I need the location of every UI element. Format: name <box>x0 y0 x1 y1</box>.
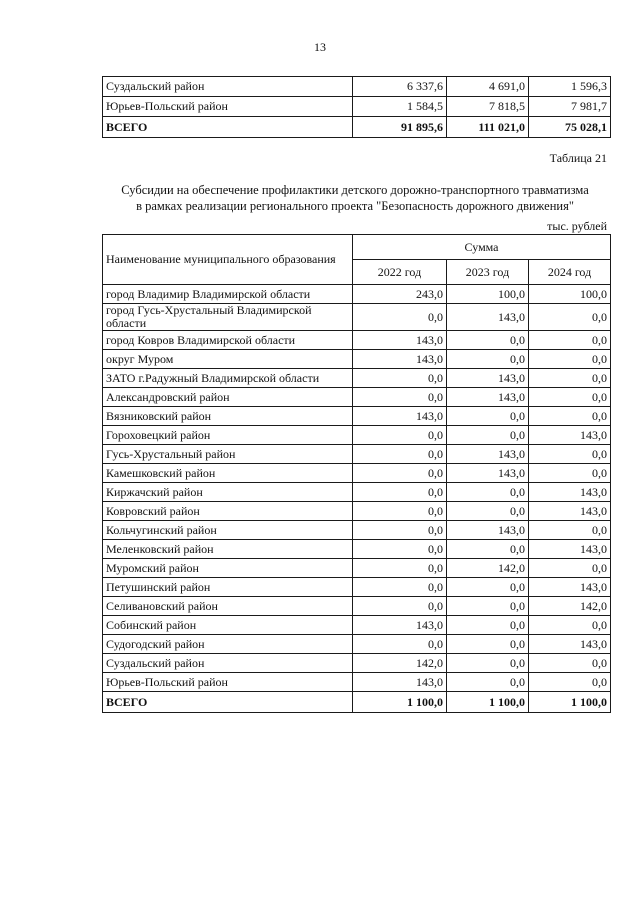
value-2023-cell: 0,0 <box>447 331 529 350</box>
table-row <box>103 77 611 97</box>
value-2024-cell: 143,0 <box>529 578 611 597</box>
subsidy-table <box>102 234 611 713</box>
table-row <box>103 654 611 673</box>
table-row <box>103 350 611 369</box>
value-2022-cell: 1 584,5 <box>353 97 447 117</box>
table-row <box>103 616 611 635</box>
value-2022-cell: 143,0 <box>353 331 447 350</box>
value-2023-cell: 0,0 <box>447 426 529 445</box>
value-2023-cell: 0,0 <box>447 540 529 559</box>
municipality-name-cell: ВСЕГО <box>103 692 353 713</box>
value-2022-cell: 0,0 <box>353 502 447 521</box>
municipality-name-cell: Муромский район <box>103 559 353 578</box>
table-row <box>103 426 611 445</box>
municipality-name-cell: Гороховецкий район <box>103 426 353 445</box>
municipality-name-cell: Суздальский район <box>103 654 353 673</box>
value-2022-cell: 143,0 <box>353 350 447 369</box>
value-2023-cell: 0,0 <box>447 407 529 426</box>
value-2024-cell: 1 100,0 <box>529 692 611 713</box>
value-2022-cell: 0,0 <box>353 483 447 502</box>
municipality-name-cell: город Гусь-Хрустальный Владимирской области <box>103 304 353 331</box>
value-2022-cell: 143,0 <box>353 407 447 426</box>
municipality-name-cell: Селивановский район <box>103 597 353 616</box>
value-2024-cell: 75 028,1 <box>529 117 611 138</box>
table-row <box>103 673 611 692</box>
table-row <box>103 464 611 483</box>
value-2022-cell: 0,0 <box>353 369 447 388</box>
value-2022-cell: 0,0 <box>353 559 447 578</box>
value-2024-cell: 0,0 <box>529 388 611 407</box>
value-2024-cell: 100,0 <box>529 285 611 304</box>
value-2023-cell: 0,0 <box>447 616 529 635</box>
value-2023-cell: 7 818,5 <box>447 97 529 117</box>
value-2022-cell: 6 337,6 <box>353 77 447 97</box>
table-row <box>103 540 611 559</box>
value-2022-cell: 0,0 <box>353 388 447 407</box>
municipality-name-cell: Кольчугинский район <box>103 521 353 540</box>
value-2022-cell: 143,0 <box>353 673 447 692</box>
table-row <box>103 502 611 521</box>
column-header-2024: 2024 год <box>529 260 611 285</box>
table-row <box>103 407 611 426</box>
value-2023-cell: 143,0 <box>447 521 529 540</box>
value-2023-cell: 143,0 <box>447 388 529 407</box>
municipality-name-cell: Гусь-Хрустальный район <box>103 445 353 464</box>
municipality-name-cell: город Владимир Владимирской области <box>103 285 353 304</box>
value-2023-cell: 0,0 <box>447 578 529 597</box>
value-2022-cell: 1 100,0 <box>353 692 447 713</box>
value-2024-cell: 0,0 <box>529 654 611 673</box>
value-2022-cell: 143,0 <box>353 616 447 635</box>
value-2023-cell: 100,0 <box>447 285 529 304</box>
page-number: 13 <box>314 40 326 54</box>
municipality-name-cell: Меленковский район <box>103 540 353 559</box>
value-2023-cell: 142,0 <box>447 559 529 578</box>
table-row <box>103 97 611 117</box>
value-2024-cell: 143,0 <box>529 635 611 654</box>
value-2023-cell: 111 021,0 <box>447 117 529 138</box>
title-line-2: в рамках реализации регионального проекта "Безопасность дорожного движения" <box>136 199 574 213</box>
value-2022-cell: 142,0 <box>353 654 447 673</box>
column-header-2023: 2023 год <box>447 260 529 285</box>
table-row <box>103 388 611 407</box>
value-2022-cell: 243,0 <box>353 285 447 304</box>
value-2024-cell: 0,0 <box>529 559 611 578</box>
value-2022-cell: 0,0 <box>353 521 447 540</box>
table-row <box>103 304 611 331</box>
table-row <box>103 578 611 597</box>
table-row <box>103 369 611 388</box>
value-2023-cell: 0,0 <box>447 502 529 521</box>
previous-table-body <box>103 77 611 138</box>
municipality-name-cell: Камешковский район <box>103 464 353 483</box>
value-2024-cell: 143,0 <box>529 540 611 559</box>
value-2024-cell: 0,0 <box>529 445 611 464</box>
municipality-name-cell: Юрьев-Польский район <box>103 673 353 692</box>
municipality-name-cell: Юрьев-Польский район <box>103 97 353 117</box>
table-row <box>103 445 611 464</box>
municipality-name-cell: город Ковров Владимирской области <box>103 331 353 350</box>
value-2022-cell: 0,0 <box>353 426 447 445</box>
value-2023-cell: 143,0 <box>447 369 529 388</box>
value-2022-cell: 0,0 <box>353 597 447 616</box>
value-2023-cell: 143,0 <box>447 304 529 331</box>
value-2024-cell: 1 596,3 <box>529 77 611 97</box>
municipality-name-cell: Ковровский район <box>103 502 353 521</box>
total-row <box>103 117 611 138</box>
subsidy-table-body <box>103 285 611 713</box>
value-2023-cell: 143,0 <box>447 445 529 464</box>
table-row <box>103 521 611 540</box>
value-2024-cell: 0,0 <box>529 521 611 540</box>
municipality-name-cell: Судогодский район <box>103 635 353 654</box>
value-2024-cell: 7 981,7 <box>529 97 611 117</box>
title-line-1: Субсидии на обеспечение профилактики детского дорожно-транспортного травматизма <box>121 183 589 197</box>
page-title <box>100 182 610 214</box>
previous-table <box>102 76 611 138</box>
municipality-name-cell: округ Муром <box>103 350 353 369</box>
value-2022-cell: 0,0 <box>353 445 447 464</box>
value-2022-cell: 0,0 <box>353 304 447 331</box>
value-2024-cell: 143,0 <box>529 483 611 502</box>
value-2023-cell: 0,0 <box>447 483 529 502</box>
municipality-name-cell: ЗАТО г.Радужный Владимирской области <box>103 369 353 388</box>
value-2023-cell: 143,0 <box>447 464 529 483</box>
value-2024-cell: 143,0 <box>529 502 611 521</box>
units-label: тыс. рублей <box>547 219 607 233</box>
table-row <box>103 559 611 578</box>
table-row <box>103 483 611 502</box>
municipality-name-cell: Александровский район <box>103 388 353 407</box>
value-2024-cell: 0,0 <box>529 350 611 369</box>
value-2024-cell: 0,0 <box>529 304 611 331</box>
value-2022-cell: 0,0 <box>353 464 447 483</box>
value-2023-cell: 0,0 <box>447 673 529 692</box>
value-2023-cell: 0,0 <box>447 654 529 673</box>
value-2022-cell: 0,0 <box>353 540 447 559</box>
value-2024-cell: 0,0 <box>529 369 611 388</box>
value-2024-cell: 0,0 <box>529 331 611 350</box>
value-2023-cell: 0,0 <box>447 350 529 369</box>
municipality-name-cell: Собинский район <box>103 616 353 635</box>
table-row <box>103 597 611 616</box>
value-2024-cell: 0,0 <box>529 464 611 483</box>
municipality-name-cell: Петушинский район <box>103 578 353 597</box>
value-2023-cell: 0,0 <box>447 597 529 616</box>
value-2022-cell: 91 895,6 <box>353 117 447 138</box>
column-header-2022: 2022 год <box>353 260 447 285</box>
total-row <box>103 692 611 713</box>
value-2023-cell: 4 691,0 <box>447 77 529 97</box>
municipality-name-cell: Вязниковский район <box>103 407 353 426</box>
value-2023-cell: 0,0 <box>447 635 529 654</box>
municipality-name-cell: Киржачский район <box>103 483 353 502</box>
value-2024-cell: 0,0 <box>529 616 611 635</box>
value-2024-cell: 0,0 <box>529 673 611 692</box>
table-row <box>103 331 611 350</box>
value-2022-cell: 0,0 <box>353 578 447 597</box>
municipality-name-cell: ВСЕГО <box>103 117 353 138</box>
value-2024-cell: 143,0 <box>529 426 611 445</box>
value-2024-cell: 0,0 <box>529 407 611 426</box>
value-2023-cell: 1 100,0 <box>447 692 529 713</box>
value-2022-cell: 0,0 <box>353 635 447 654</box>
table-row <box>103 285 611 304</box>
table-row <box>103 635 611 654</box>
municipality-name-cell: Суздальский район <box>103 77 353 97</box>
value-2024-cell: 142,0 <box>529 597 611 616</box>
table-label: Таблица 21 <box>549 151 607 165</box>
column-header-sum: Сумма <box>353 235 611 260</box>
column-header-name: Наименование муниципального образования <box>103 235 353 285</box>
